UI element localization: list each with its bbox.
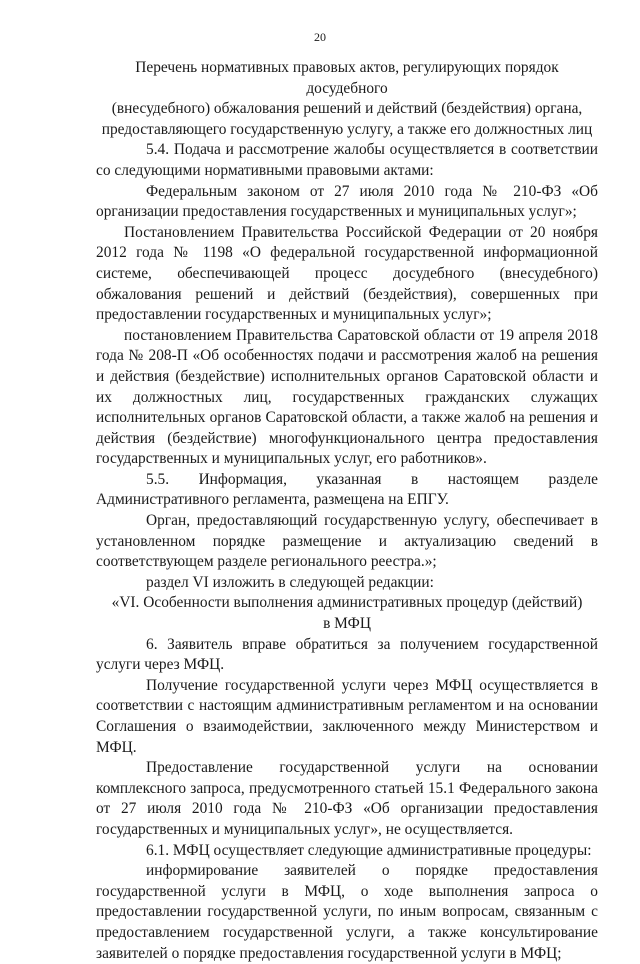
section-title-line-1: «VI. Особенности выполнения административных процедур (действий)	[111, 594, 583, 612]
paragraph-mfc-receipt: Получение государственной услуги через МФЦ осуществляется в соответствии с настоящим административным регламентом и на основании Соглашения о взаимодействии, заключенного между Министерством и МФЦ.	[96, 676, 598, 756]
paragraph-section-vi-intro: раздел VI изложить в следующей редакции:	[146, 573, 434, 591]
page-number: 20	[314, 30, 326, 44]
paragraph-6: 6. Заявитель вправе обратиться за получением государственной услуги через МФЦ.	[96, 635, 598, 674]
paragraph-5-4: 5.4. Подача и рассмотрение жалобы осуществляется в соответствии со следующими нормативными правовыми актами:	[96, 141, 598, 179]
document-body	[96, 58, 598, 964]
paragraph-saratov-decree: постановлением Правительства Саратовской области от 19 апреля 2018 года № 208-П «Об особенностях подачи и рассмотрения жалоб на решения и действия (бездействие) исполнительных органов Саратовской области и их должностных лиц, государственных гражданских служащих исполнительных органов Саратовской области, а также жалоб на решения и действия (бездействие) многофункционального центра предоставления государственных и муниципальных услуг, его работников».	[96, 326, 598, 468]
heading-line-2: (внесудебного) обжалования решений и действий (бездействия) органа,	[111, 100, 583, 118]
heading-line-3: предоставляющего государственную услугу, а также его должностных лиц	[101, 120, 593, 138]
section-title-line-2: в МФЦ	[323, 615, 371, 633]
paragraph-federal-law: Федеральным законом от 27 июля 2010 года № 210-ФЗ «Об организации предоставления государственных и муниципальных услуг»;	[96, 182, 598, 221]
paragraph-6-1: 6.1. МФЦ осуществляет следующие административные процедуры:	[146, 841, 592, 859]
paragraph-5-5: 5.5. Информация, указанная в настоящем разделе Административного регламента, размещена на ЕПГУ.	[96, 470, 598, 509]
paragraph-informing: информирование заявителей о порядке предоставления государственной услуги в МФЦ, о ходе выполнения запроса о предоставлении государственной услуги, по иным вопросам, связанным с предоставлением государственной услуги, а также консультирование заявителей о порядке предоставления государственной услуги в МФЦ;	[96, 862, 598, 962]
paragraph-organ: Орган, предоставляющий государственную услугу, обеспечивает в установленном порядке размещение и актуализацию сведений в соответствующем разделе регионального реестра.»;	[96, 512, 598, 571]
paragraph-government-decree: Постановлением Правительства Российской Федерации от 20 ноября 2012 года № 1198 «О федеральной государственной информационной системе, обеспечивающей процесс досудебного (внесудебного) обжалования решений и действий (бездействия), совершенных при предоставлении государственных и муниципальных услуг»;	[96, 223, 598, 324]
paragraph-complex-request: Предоставление государственной услуги на основании комплексного запроса, предусмотренного статьей 15.1 Федерального закона от 27 июля 2010 года № 210-ФЗ «Об организации предоставления государственных и муниципальных услуг», не осуществляется.	[96, 759, 598, 838]
heading-line-1: Перечень нормативных правовых актов, регулирующих порядок досудебного	[135, 59, 559, 97]
